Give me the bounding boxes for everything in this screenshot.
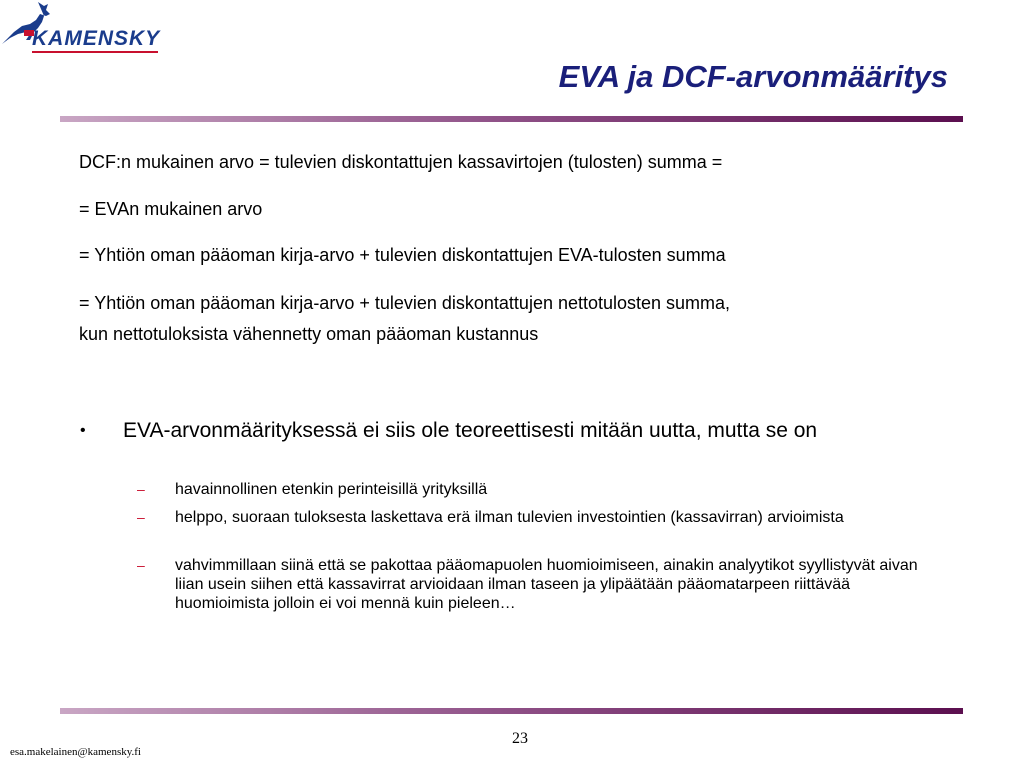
equation-line: kun nettotuloksista vähennetty oman pääoman kustannus [79, 324, 539, 344]
equation-line: DCF:n mukainen arvo = tulevien diskontattujen kassavirtojen (tulosten) summa = [79, 152, 723, 172]
equation-line: = EVAn mukainen arvo [79, 199, 263, 219]
footer-email: esa.makelainen@kamensky.fi [10, 746, 141, 758]
slide-title: EVA ja DCF-arvonmääritys [558, 59, 948, 94]
logo-wordmark: KAMENSKY [32, 27, 161, 50]
sub-bullet-text: havainnollinen etenkin perinteisillä yrityksillä [175, 481, 488, 498]
main-bullet-text: EVA-arvonmäärityksessä ei siis ole teoreettisesti mitään uutta, mutta se on [123, 419, 818, 442]
bottom-divider [60, 708, 963, 714]
sub-bullet-marker: – [137, 557, 145, 573]
sub-bullet-text: vahvimmillaan siinä että se pakottaa pääomapuolen huomioimiseen, ainakin analyytikot syyllistyvät aivan liian usein siihen että kassavirrat arvioidaan ilman taseen ja ylipäätään pääomatarpeen riittävää huomioimista jolloin ei voi mennä kuin pieleen… [175, 557, 918, 612]
sub-bullet-marker: – [137, 481, 145, 497]
logo-underline [32, 51, 158, 53]
sub-bullet-marker: – [137, 509, 145, 525]
top-divider [60, 116, 963, 122]
company-logo [0, 0, 170, 60]
bullet-marker: • [80, 422, 86, 439]
equation-line: = Yhtiön oman pääoman kirja-arvo + tulevien diskontattujen nettotulosten summa, [79, 293, 731, 313]
sub-bullet-text: helppo, suoraan tuloksesta laskettava erä ilman tulevien investointien (kassavirran) arvioimista [175, 509, 844, 526]
equation-line: = Yhtiön oman pääoman kirja-arvo + tulevien diskontattujen EVA-tulosten summa [79, 245, 726, 265]
page-number: 23 [512, 730, 528, 747]
